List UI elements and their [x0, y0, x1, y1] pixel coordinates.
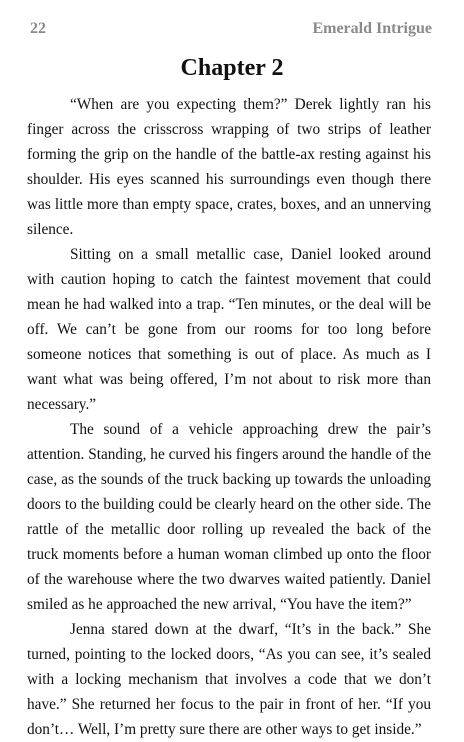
chapter-body — [27, 92, 431, 742]
paragraph-1: “When are you expecting them?” Derek lightly ran his finger across the crisscross wrapping of two strips of leather forming the grip on the handle of the battle-ax resting against his shoulder. His eyes scanned his surroundings even though there was little more than empty space, crates, boxes, and an unnerving silence. — [27, 96, 431, 238]
paragraph-4: Jenna stared down at the dwarf, “It’s in the back.” She turned, pointing to the locked doors, “As you can see, it’s sealed with a locking mechanism that involves a code that we don’t have.” She returned her focus to the pair in front of her. “If you don’t… Well, I’m pretty sure there are other ways to get inside.” — [27, 621, 431, 738]
chapter-title: Chapter 2 — [180, 55, 284, 81]
book-title: Emerald Intrigue — [312, 20, 432, 37]
running-header — [30, 20, 432, 40]
page-number: 22 — [30, 20, 46, 37]
paragraph-2: Sitting on a small metallic case, Daniel looked around with caution hoping to catch the faintest movement that could mean he had walked into a trap. “Ten minutes, or the deal will be off. We can’t be gone from our rooms for too long before someone notices that something is out of place. As much as I want what was being offered, I’m not about to risk more than necessary.” — [27, 246, 431, 413]
paragraph-3: The sound of a vehicle approaching drew the pair’s attention. Standing, he curved his fingers around the handle of the case, as the sounds of the truck backing up towards the unloading doors to the building could be clearly heard on the other side. The rattle of the metallic door rolling up revealed the back of the truck moments before a human woman climbed up onto the floor of the warehouse where the two dwarves waited patiently. Daniel smiled as he approached the new arrival, “You have the item?” — [27, 421, 431, 613]
